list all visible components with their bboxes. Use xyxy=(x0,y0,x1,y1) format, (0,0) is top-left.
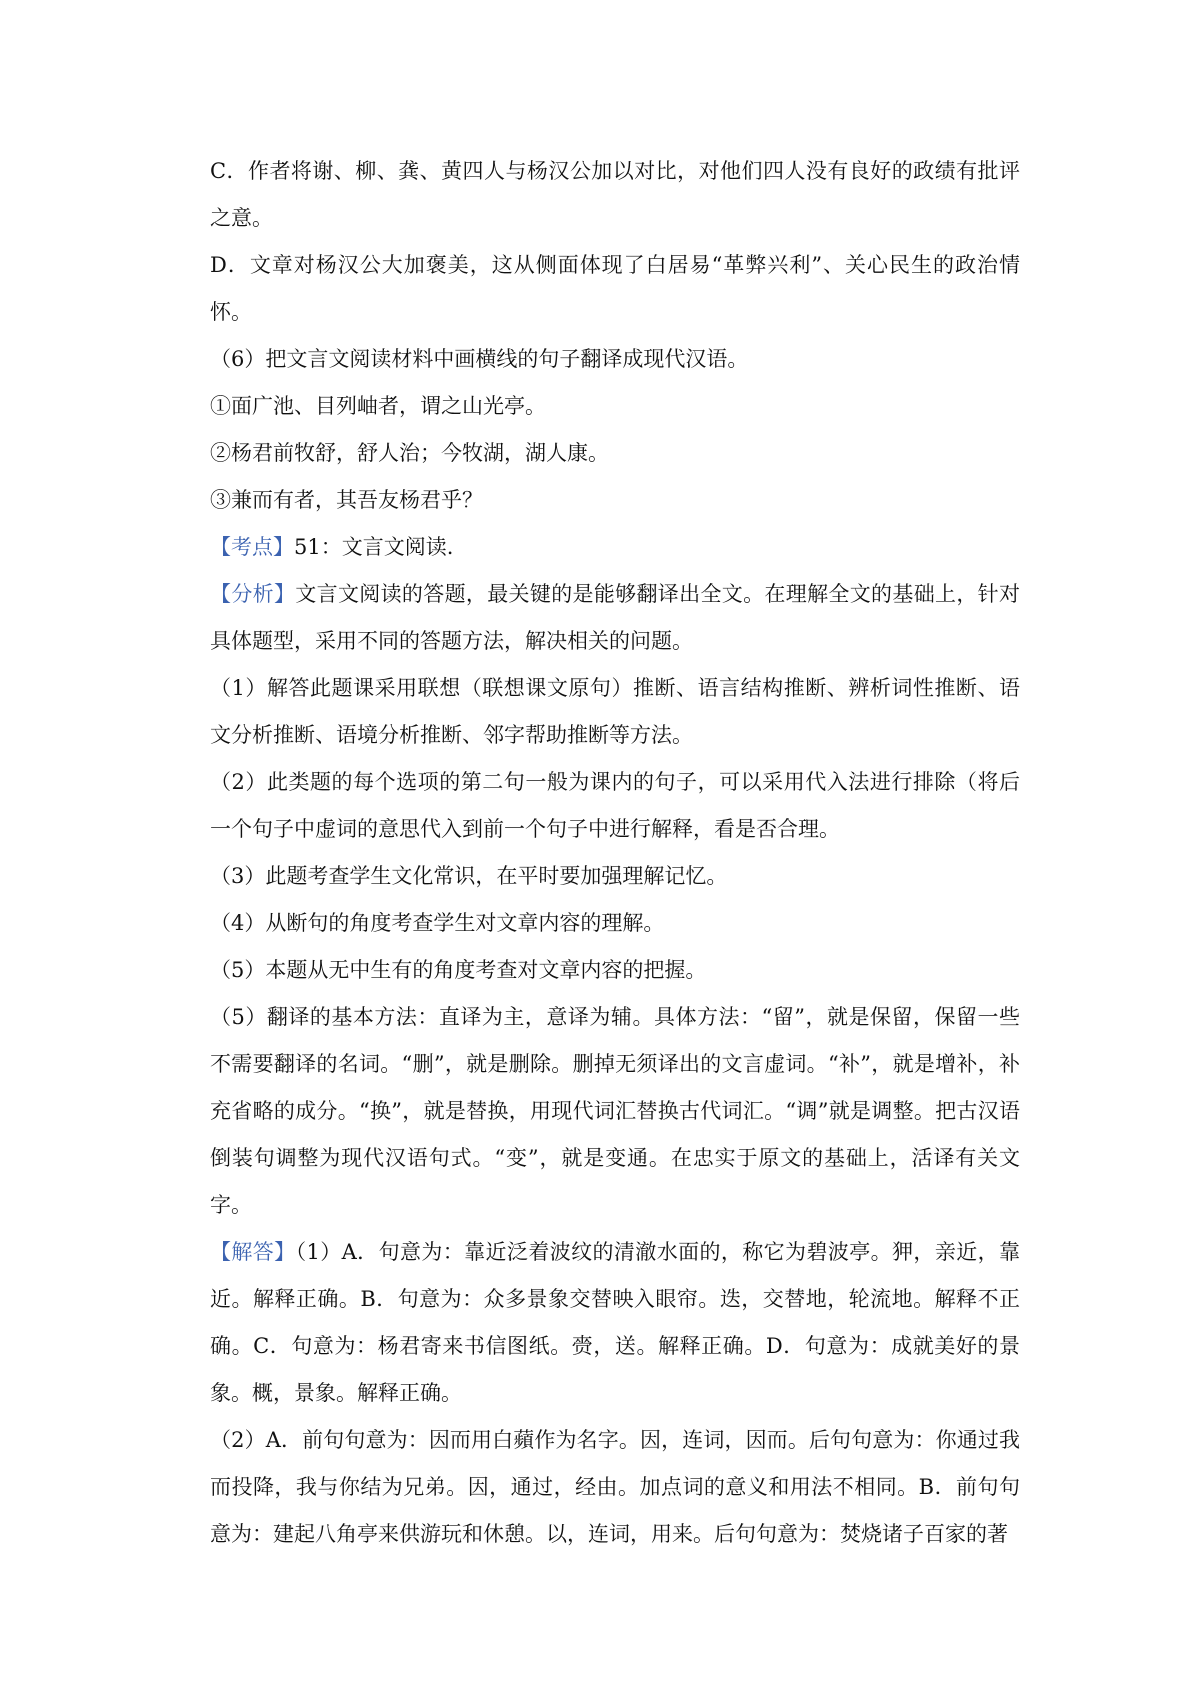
paragraph-text: ①面广池、目列岫者，谓之山光亭。 xyxy=(210,394,546,418)
jieda-section xyxy=(210,1229,1020,1417)
answer-2 xyxy=(210,1417,1020,1558)
paragraph-text: （1）A．句意为：靠近泛着波纹的清澈水面的，称它为碧波亭。狎，亲近，靠近。解释正确。B．句意为：众多景象交替映入眼帘。迭，交替地，轮流地。解释不正确。C．句意为：杨君寄来书信图纸。赍，送。解释正确。D．句意为：成就美好的景象。概，景象。解释正确。 xyxy=(210,1240,1020,1405)
paragraph-text: （2）此类题的每个选项的第二句一般为课内的句子，可以采用代入法进行排除（将后一个句子中虚词的意思代入到前一个句子中进行解释，看是否合理。 xyxy=(210,770,1020,841)
question-6 xyxy=(210,336,1020,383)
analysis-1 xyxy=(210,665,1020,759)
section-tag: 【分析】 xyxy=(210,582,296,606)
sentence-1 xyxy=(210,383,1020,430)
paragraph-text: C．作者将谢、柳、龚、黄四人与杨汉公加以对比，对他们四人没有良好的政绩有批评之意。 xyxy=(210,159,1020,230)
section-tag: 【解答】 xyxy=(210,1240,296,1264)
fenxi-section xyxy=(210,571,1020,665)
option-d xyxy=(210,242,1020,336)
paragraph-text: ③兼而有者，其吾友杨君乎？ xyxy=(210,488,483,512)
analysis-5a xyxy=(210,947,1020,994)
paragraph-text: （4）从断句的角度考查学生对文章内容的理解。 xyxy=(210,911,665,935)
paragraph-text: （5）翻译的基本方法：直译为主，意译为辅。具体方法：“留”，就是保留，保留一些不需要翻译的名词。“删”，就是删除。删掉无须译出的文言虚词。“补”，就是增补，补充省略的成分。“换”，就是替换，用现代词汇替换古代词汇。“调”就是调整。把古汉语倒装句调整为现代汉语句式。“变”，就是变通。在忠实于原文的基础上，活译有关文字。 xyxy=(210,1005,1020,1217)
paragraph-text: 51：文言文阅读. xyxy=(294,535,454,559)
option-c xyxy=(210,148,1020,242)
analysis-3 xyxy=(210,853,1020,900)
analysis-5b xyxy=(210,994,1020,1229)
paragraph-text: （2）A．前句句意为：因而用白蘋作为名字。因，连词，因而。后句句意为：你通过我而投降，我与你结为兄弟。因，通过，经由。加点词的意义和用法不相同。B．前句句意为：建起八角亭来供游玩和休憩。以，连词，用来。后句句意为：焚烧诸子百家的著 xyxy=(210,1428,1020,1546)
paragraph-text: 文言文阅读的答题，最关键的是能够翻译出全文。在理解全文的基础上，针对具体题型，采用不同的答题方法，解决相关的问题。 xyxy=(210,582,1020,653)
sentence-2 xyxy=(210,430,1020,477)
sentence-3 xyxy=(210,477,1020,524)
paragraph-text: （1）解答此题课采用联想（联想课文原句）推断、语言结构推断、辨析词性推断、语文分析推断、语境分析推断、邻字帮助推断等方法。 xyxy=(210,676,1020,747)
paragraph-text: ②杨君前牧舒，舒人治；今牧湖，湖人康。 xyxy=(210,441,609,465)
paragraph-text: （3）此题考查学生文化常识，在平时要加强理解记忆。 xyxy=(210,864,728,888)
kaodian-section xyxy=(210,524,1020,571)
paragraph-text: （6）把文言文阅读材料中画横线的句子翻译成现代汉语。 xyxy=(210,347,749,371)
section-tag: 【考点】 xyxy=(210,535,294,559)
paragraph-text: D．文章对杨汉公大加褒美，这从侧面体现了白居易“革弊兴利”、关心民生的政治情怀。 xyxy=(210,253,1020,324)
document-body xyxy=(210,148,1020,1558)
analysis-2 xyxy=(210,759,1020,853)
analysis-4 xyxy=(210,900,1020,947)
paragraph-text: （5）本题从无中生有的角度考查对文章内容的把握。 xyxy=(210,958,707,982)
